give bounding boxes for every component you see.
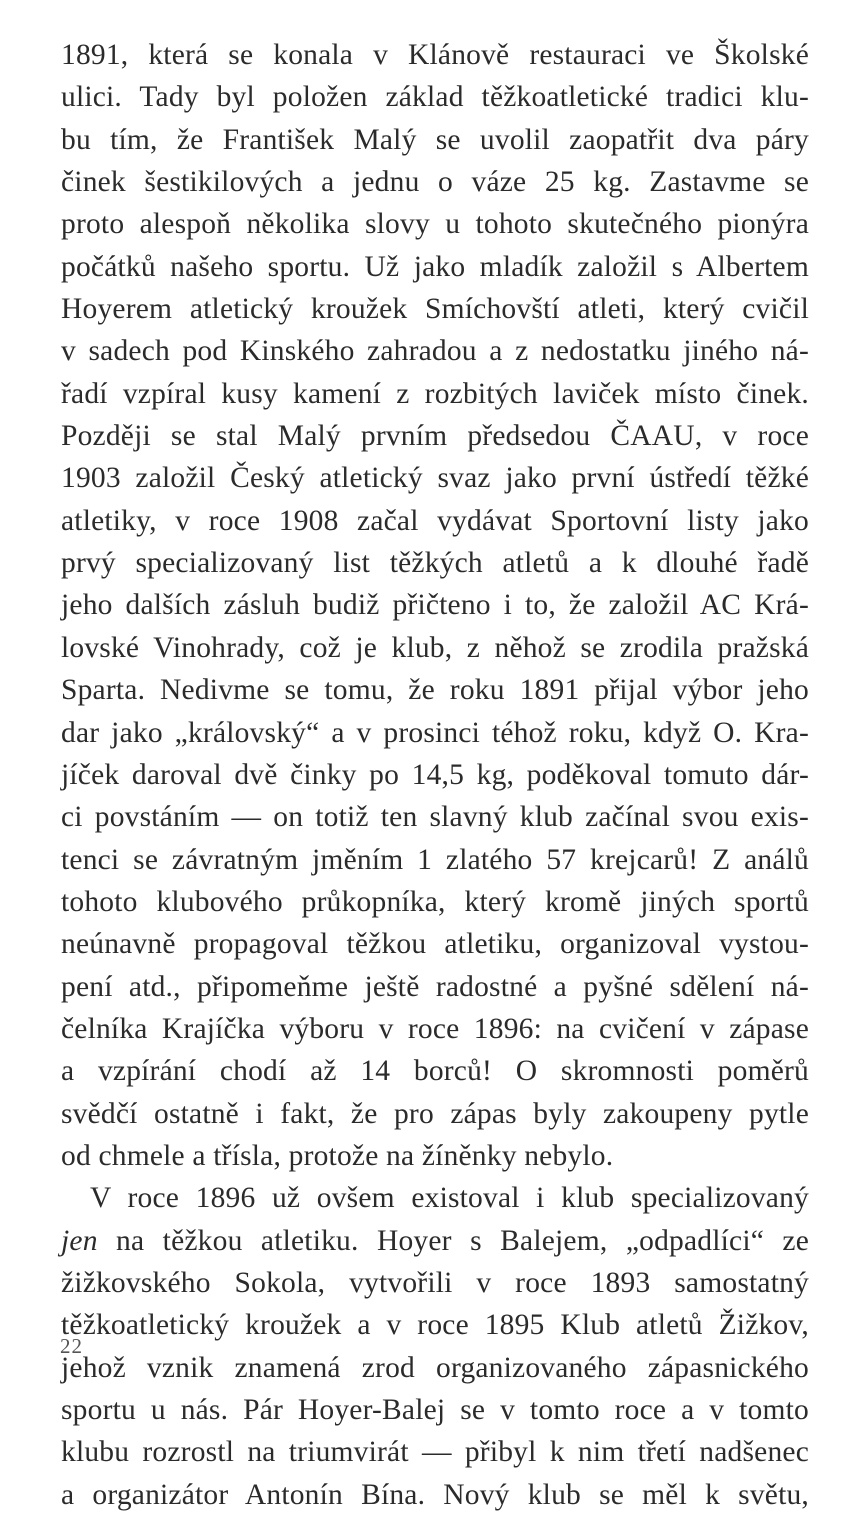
- text-line: žižkovského Sokola, vytvořili v roce 1893 samostatný: [61, 1266, 809, 1299]
- page-number: 22: [60, 1334, 83, 1358]
- text-line: činek šestikilových a jednu o váze 25 kg. Zastavme se: [61, 166, 809, 199]
- text-line: těžkoatletický kroužek a v roce 1895 Klub atletů Žižkov,: [61, 1309, 809, 1342]
- text-line: v sadech pod Kinského zahradou a z nedostatku jiného ná-: [61, 335, 809, 368]
- text-line-with-italic: [61, 1220, 809, 1262]
- text-line: tenci se závratným jměním 1 zlatého 57 krejcarů! Z análů: [61, 843, 809, 876]
- text-line: počátků našeho sportu. Už jako mladík založil s Albertem: [61, 250, 809, 283]
- text-line: lovské Vinohrady, což je klub, z něhož se zrodila pražská: [61, 631, 809, 664]
- text-line: řadí vzpíral kusy kamení z rozbitých laviček místo činek.: [61, 377, 809, 410]
- text-line: V roce 1896 už ovšem existoval i klub specializovaný: [90, 1182, 809, 1215]
- text-line: 1891, která se konala v Klánově restauraci ve Školské: [61, 39, 809, 71]
- text-line: klubu rozrostl na triumvirát — přibyl k nim třetí nadšenec: [61, 1436, 809, 1469]
- text-line: jehož vznik znamená zrod organizovaného zápasnického: [61, 1351, 809, 1384]
- text-line: prvý specializovaný list těžkých atletů a k dlouhé řadě: [61, 547, 809, 580]
- text-line: ulici. Tady byl položen základ těžkoatletické tradici klu-: [61, 81, 809, 114]
- text-line: jíček daroval dvě činky po 14,5 kg, poděkoval tomuto dár-: [61, 758, 809, 791]
- text-line: proto alespoň několika slovy u tohoto skutečného pionýra: [61, 208, 809, 241]
- text-line: dar jako „královský“ a v prosinci téhož roku, když O. Kra-: [61, 716, 809, 749]
- text-line: sportu u nás. Pár Hoyer-Balej se v tomto roce a v tomto: [61, 1394, 809, 1426]
- text-line: atletiky, v roce 1908 začal vydávat Sportovní listy jako: [61, 504, 809, 537]
- text-line: tohoto klubového průkopníka, který kromě jiných sportů: [61, 885, 809, 918]
- text-line: bu tím, že František Malý se uvolil zaopatřit dva páry: [61, 123, 809, 156]
- text-line: Sparta. Nedivme se tomu, že roku 1891 přijal výbor jeho: [61, 674, 809, 707]
- text-line: a organizátor Antonín Bína. Nový klub se měl k světu,: [61, 1478, 809, 1511]
- text-line: Hoyerem atletický kroužek Smíchovští atleti, který cvičil: [61, 293, 809, 326]
- text-line-rest: na těžkou atletiku. Hoyer s Balejem, „odpadlíci“ ze: [97, 1224, 809, 1257]
- text-line: svědčí ostatně i fakt, že pro zápas byly zakoupeny pytle: [61, 1097, 809, 1130]
- text-line: Později se stal Malý prvním předsedou ČAAU, v roce: [61, 420, 809, 453]
- body-text: [61, 34, 809, 1516]
- text-line: od chmele a třísla, protože na žíněnky nebylo.: [61, 1139, 614, 1172]
- text-line: ci povstáním — on totiž ten slavný klub začínal svou exis-: [61, 801, 809, 834]
- text-line: jeho dalších zásluh budiž přičteno i to, že založil AC Krá-: [61, 589, 809, 622]
- text-line: pení atd., připomeňme ještě radostné a pyšné sdělení ná-: [61, 970, 809, 1003]
- text-line: čelníka Krajíčka výboru v roce 1896: na cvičení v zápase: [61, 1012, 809, 1045]
- text-line: a vzpírání chodí až 14 borců! O skromnosti poměrů: [61, 1055, 809, 1088]
- text-line: neúnavně propagoval těžkou atletiku, organizoval vystou-: [61, 928, 809, 961]
- text-line: 1903 založil Český atletický svaz jako první ústředí těžké: [61, 462, 809, 495]
- italic-word: jen: [61, 1224, 98, 1257]
